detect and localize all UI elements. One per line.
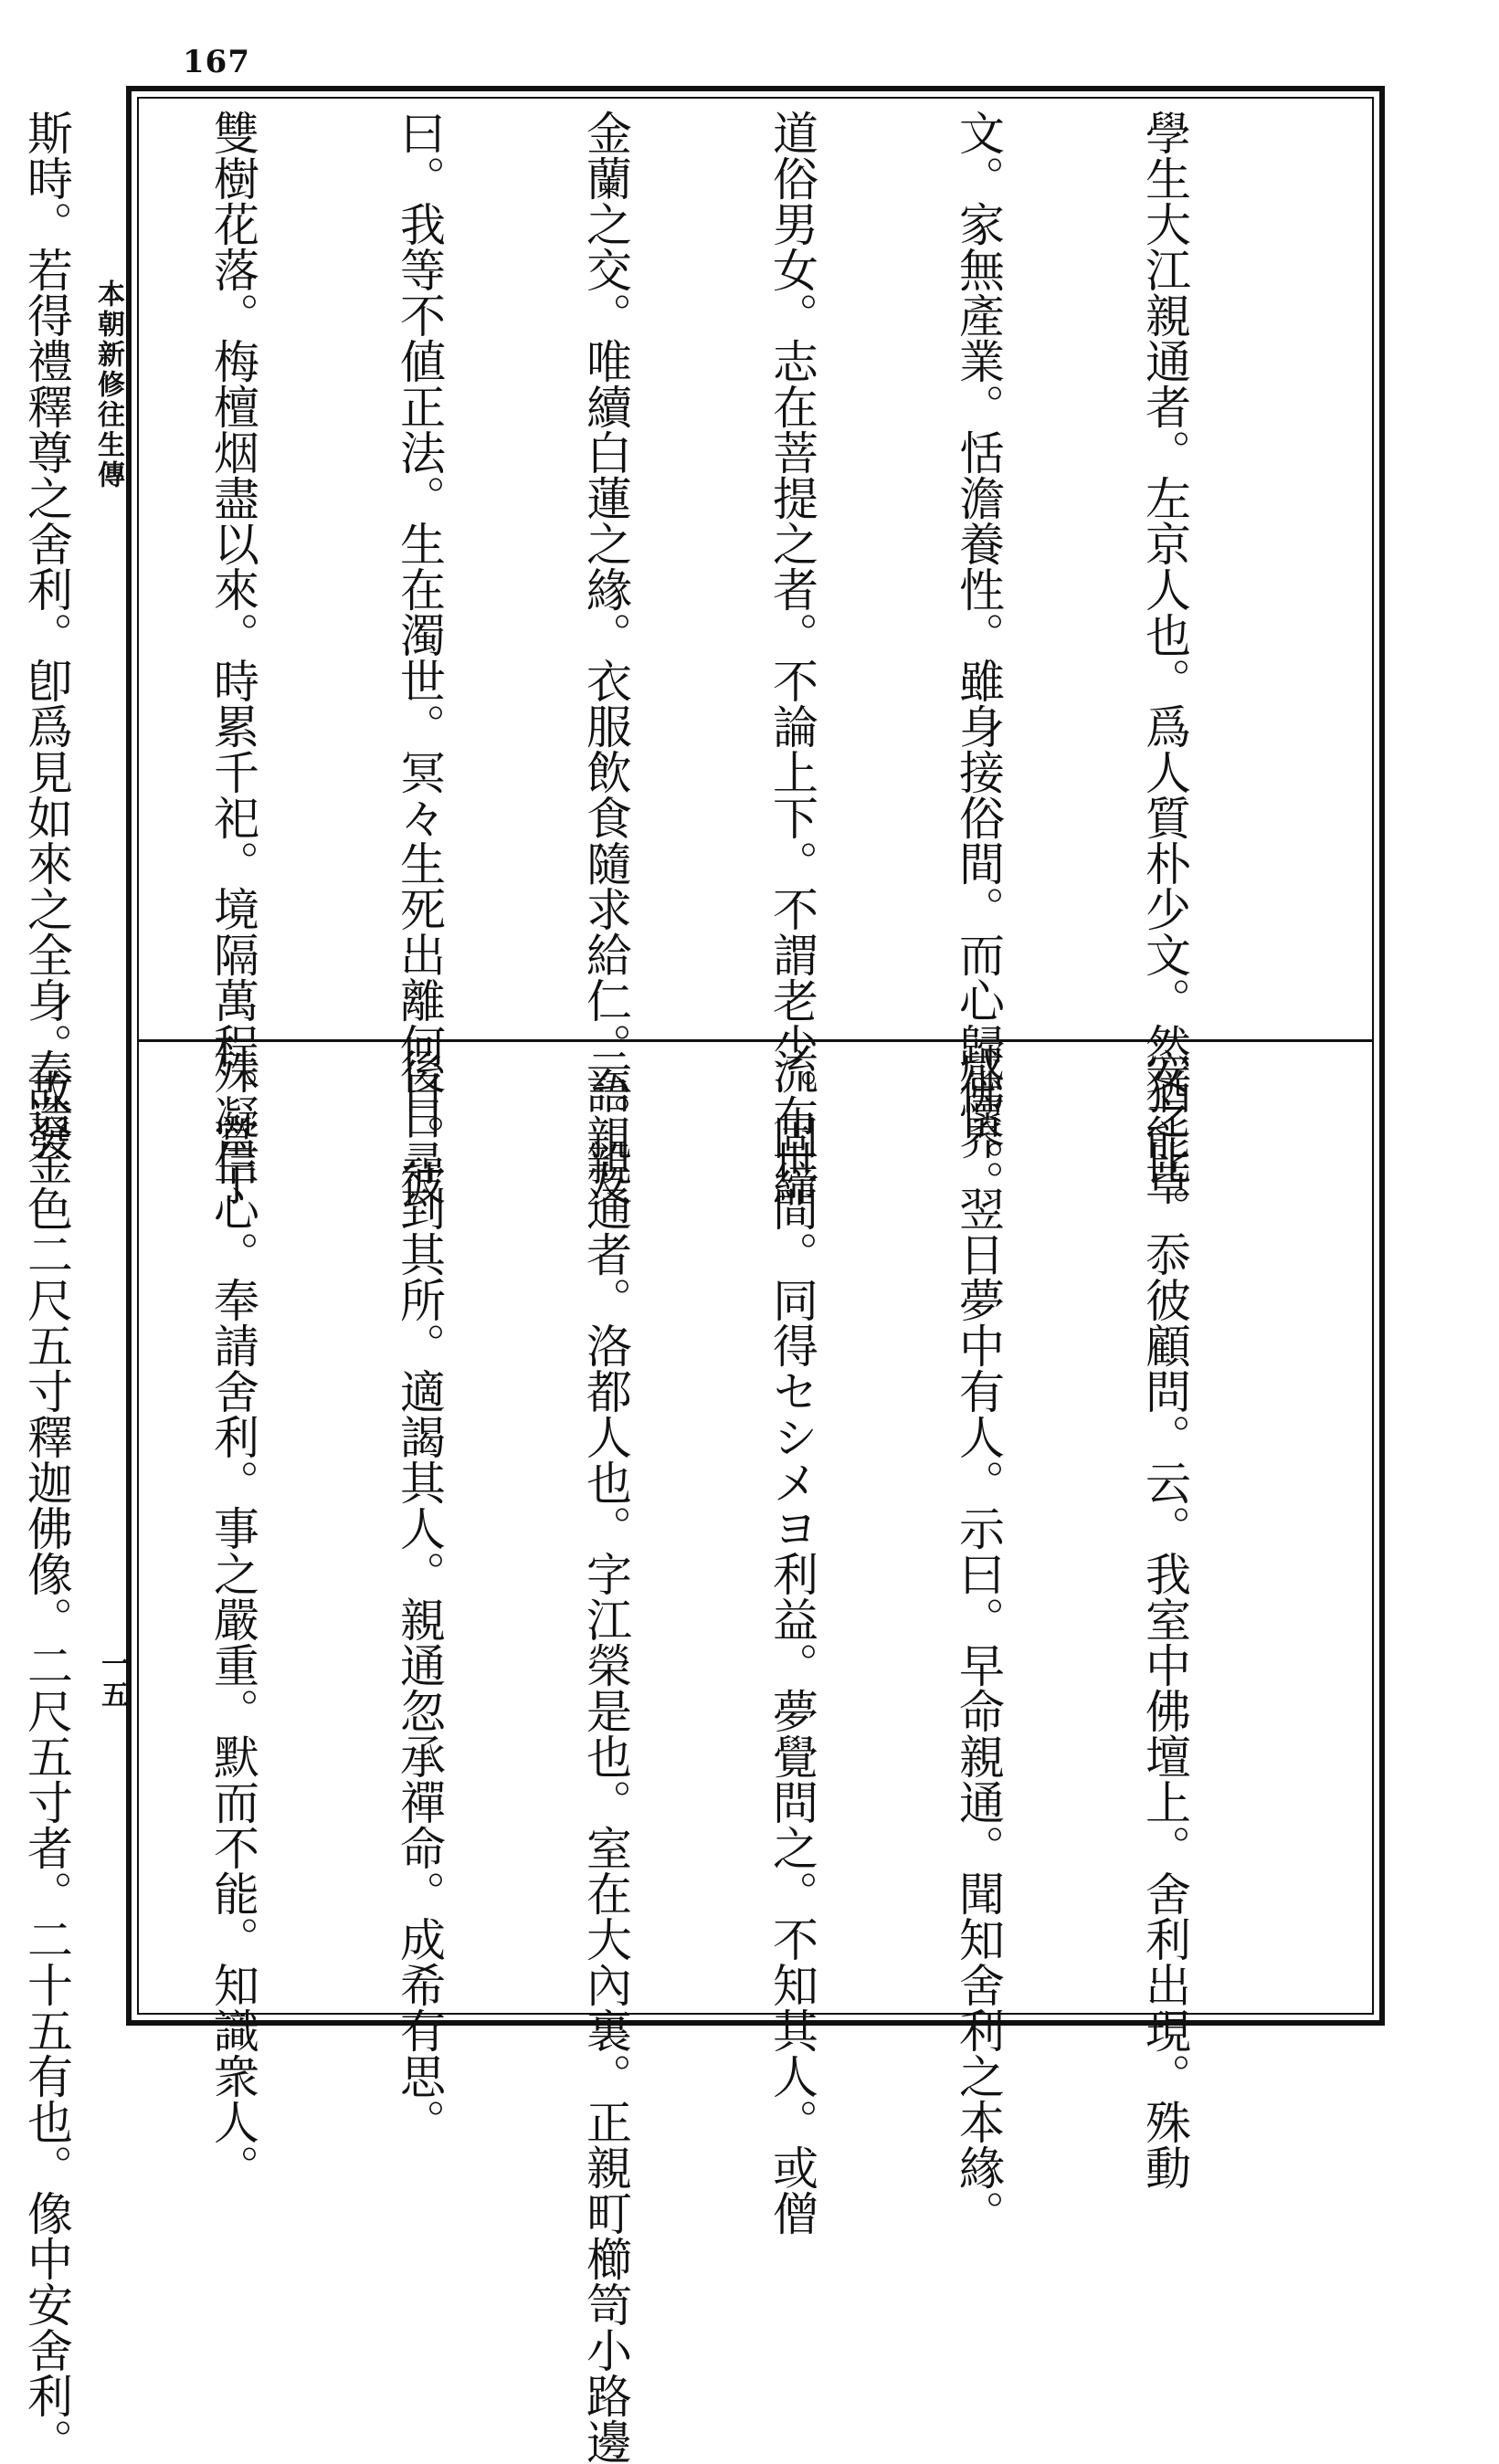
text-column: 流布世間。同得セシメヨ利益。夢覺問之。不知其人。或僧 [765,1048,818,2236]
text-column: 文。家無產業。恬澹養性。雖身接俗間。而心歸佛界。 [952,110,1005,1206]
text-column: 奉造金色二尺五寸釋迦佛像。二尺五寸者。二十五有也。像中安舍利。 [20,1048,73,2464]
text-column: 安之比。忝彼顧問。云。我室中佛壇上。舍利出現。殊動 [1138,1048,1191,2190]
page-number: 167 [183,44,250,80]
text-column: 學生大江親通者。左京人也。爲人質朴少文。然猶能草 [1138,110,1191,1206]
text-column: 曰。我等不値正法。生在濁世。冥々生死出離何日。彼 [393,110,446,1206]
text-column: 云。親通者。洛都人也。字江榮是也。室在大內裏。正親町櫛笥小路邊 [579,1048,632,2464]
folio-number: 一五 [96,1649,128,1711]
text-column: 金蘭之交。唯續白蓮之緣。衣服飲食隨求給仁。語親友 [579,110,632,1206]
text-column: 殊凝信心。奉請舍利。事之嚴重。默而不能。知識衆人。 [206,1048,259,2190]
text-column: 後日尋到其所。適謁其人。親通忽承禪命。成希有思。 [393,1048,446,2144]
book-title-margin: 本朝新修往生傳 [92,279,124,490]
text-column: 感懷。翌日夢中有人。示曰。早命親通。聞知舍利之本緣。 [952,1048,1005,2236]
text-column: 斯時。若得禮釋尊之舍利。卽爲見如來之全身。故發 [20,110,73,1160]
text-column: 雙樹花落。梅檀烟盡以來。時累千祀。境隔萬程。當于 [206,110,259,1206]
text-column: 道俗男女。志在菩提之者。不論上下。不謂老少。固締 [765,110,818,1206]
